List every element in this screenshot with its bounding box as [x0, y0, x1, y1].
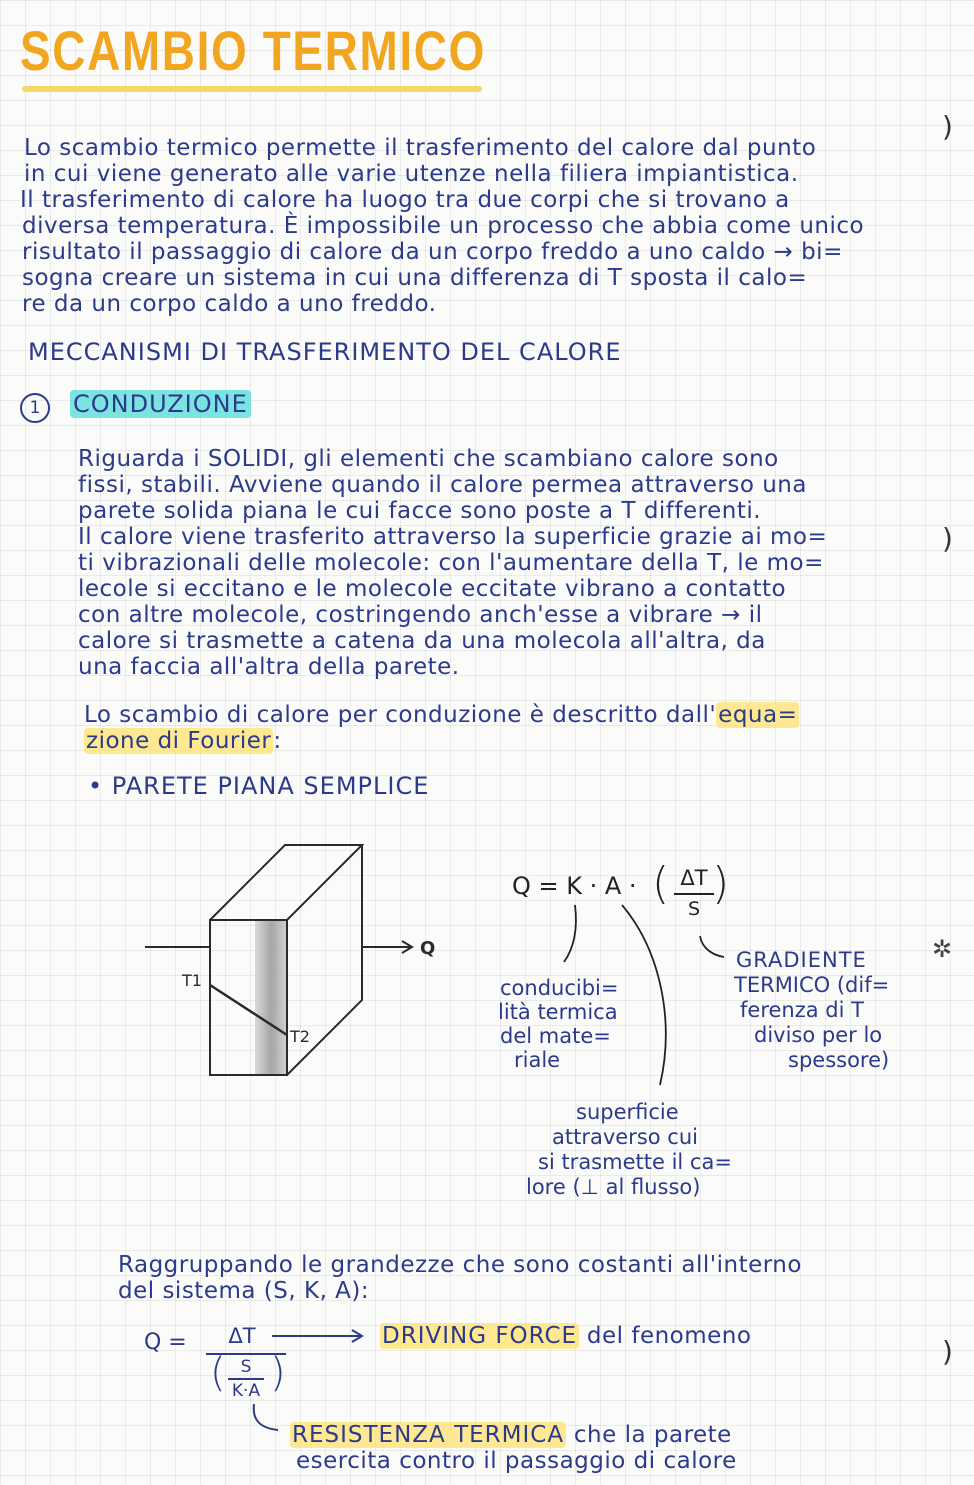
- conduction-line: parete solida piana le cui facce sono poste a T differenti.: [78, 498, 762, 524]
- intro-line: risultato il passaggio di calore da un corpo freddo a uno caldo → bi=: [22, 239, 843, 265]
- binder-mark: ): [942, 1335, 953, 1368]
- paren-open: (: [210, 1350, 226, 1396]
- conduction-line: ti vibrazionali delle molecole: con l'aumentare della T, le mo=: [78, 550, 824, 576]
- driving-force-arrow: [270, 1326, 370, 1346]
- grouping-line: Raggruppando le grandezze che sono costanti all'interno: [118, 1252, 802, 1278]
- gradient-note: GRADIENTE: [736, 948, 867, 972]
- fourier-line: [84, 702, 799, 728]
- formula2-lhs: Q =: [144, 1330, 187, 1355]
- formula2-den-top: S: [240, 1357, 252, 1377]
- conduction-line: fissi, stabili. Avviene quando il calore permea attraverso una: [78, 472, 807, 498]
- formula1-numerator: ΔT: [680, 866, 708, 890]
- resistance-line: [290, 1422, 732, 1448]
- intro-line: Il trasferimento di calore ha luogo tra due corpi che si trovano a: [20, 187, 790, 213]
- formula2-den-bottom: K·A: [231, 1381, 261, 1401]
- paren-close: ): [712, 858, 730, 909]
- formula1-fraction-bar: [674, 893, 714, 895]
- driving-force-label: DRIVING FORCE: [382, 1323, 578, 1349]
- mechanisms-heading: MECCANISMI DI TRASFERIMENTO DEL CALORE: [28, 338, 622, 366]
- gradient-note: diviso per lo: [754, 1023, 883, 1047]
- wall-top-face: [210, 845, 362, 920]
- grouping-line: del sistema (S, K, A):: [118, 1278, 370, 1304]
- gradient-note: TERMICO (dif=: [734, 973, 890, 997]
- page-title: SCAMBIO TERMICO: [20, 19, 486, 82]
- binder-mark: ): [942, 110, 953, 143]
- bullet-text: PARETE PIANA SEMPLICE: [111, 772, 430, 800]
- conduction-line: Riguarda i SOLIDI, gli elementi che scambiano calore sono: [78, 446, 779, 472]
- conduction-line: lecole si eccitano e le molecole eccitate vibrano a contatto: [78, 576, 787, 602]
- fourier-formula-lhs: Q = K · A ·: [512, 872, 637, 900]
- driving-force-line: [380, 1323, 751, 1349]
- resistance-line: esercita contro il passaggio di calore: [296, 1448, 737, 1474]
- fourier-text: :: [273, 728, 282, 754]
- driving-force-suffix: del fenomeno: [586, 1323, 752, 1349]
- bullet-dot: •: [88, 772, 104, 800]
- conductivity-pointer: [564, 905, 576, 962]
- surface-note: si trasmette il ca=: [538, 1150, 732, 1174]
- formula2-inner-bar: [228, 1378, 264, 1380]
- conductivity-note: del mate=: [500, 1024, 611, 1048]
- conduction-line: Il calore viene trasferito attraverso la superficie grazie ai mo=: [78, 524, 828, 550]
- section-title: [70, 390, 251, 418]
- conduzione-label: CONDUZIONE: [70, 390, 251, 418]
- gradient-note: spessore): [788, 1048, 890, 1072]
- t1-label: T1: [182, 971, 202, 990]
- intro-line: in cui viene generato alle varie utenze nella filiera impiantistica.: [24, 161, 799, 187]
- intro-line: sogna creare un sistema in cui una differenza di T sposta il calo=: [22, 265, 808, 291]
- intro-line: re da un corpo caldo a uno freddo.: [22, 291, 437, 317]
- section-number: 1: [20, 393, 50, 423]
- conduction-line: una faccia all'altra della parete.: [78, 654, 460, 680]
- fourier-text: Lo scambio di calore per conduzione è descritto dall': [84, 702, 717, 728]
- resistance-label: RESISTENZA TERMICA: [292, 1422, 565, 1448]
- conduction-line: con altre molecole, costringendo anch'esse a vibrare → il: [78, 602, 763, 628]
- fourier-highlight: zione di Fourier: [86, 728, 272, 754]
- wall-section-shading: [255, 920, 287, 1075]
- title-underline: [22, 86, 482, 92]
- q-label: Q: [420, 938, 436, 959]
- fourier-highlight: equa=: [718, 702, 798, 728]
- wall-diagram: [140, 840, 460, 1090]
- t2-label: T2: [290, 1027, 310, 1046]
- gradient-pointer: [700, 936, 724, 957]
- resistance-pointer: [248, 1400, 288, 1436]
- gradient-note: ferenza di T: [740, 998, 864, 1022]
- formula2-numerator: ΔT: [228, 1324, 256, 1348]
- star-mark-icon: ✲: [932, 935, 953, 963]
- formula1-denominator: S: [687, 898, 701, 920]
- conductivity-note: lità termica: [498, 1000, 618, 1024]
- bullet-item: [88, 772, 429, 800]
- surface-note: superficie: [576, 1100, 679, 1124]
- intro-line: Lo scambio termico permette il trasferimento del calore dal punto: [24, 135, 817, 161]
- conduction-line: calore si trasmette a catena da una molecola all'altra, da: [78, 628, 766, 654]
- binder-mark: ): [942, 522, 953, 555]
- intro-line: diversa temperatura. È impossibile un processo che abbia come unico: [22, 213, 865, 239]
- surface-note: attraverso cui: [552, 1125, 698, 1149]
- surface-note: lore (⊥ al flusso): [526, 1175, 701, 1199]
- conductivity-note: conducibi=: [500, 976, 619, 1000]
- resistance-suffix: che la parete: [573, 1422, 732, 1448]
- paren-close: ): [270, 1350, 286, 1396]
- conductivity-note: riale: [514, 1048, 561, 1072]
- paren-open: (: [652, 858, 670, 909]
- surface-pointer: [622, 905, 666, 1085]
- fourier-line: [84, 728, 282, 754]
